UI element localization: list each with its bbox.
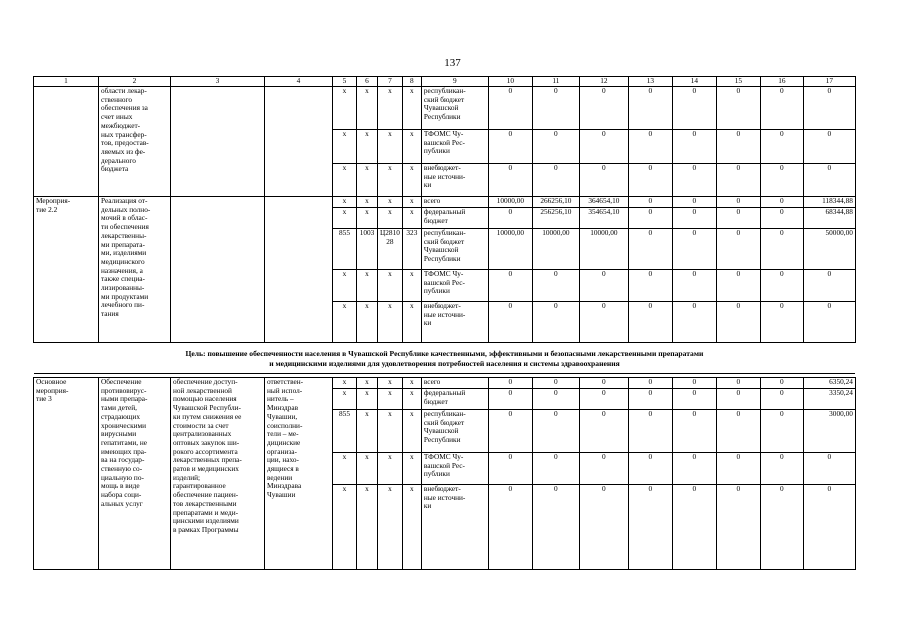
- value-cell: 0: [716, 164, 760, 197]
- header-cell: 15: [716, 77, 760, 87]
- budget-code-cell: x: [378, 389, 403, 410]
- value-cell: 3350,24: [803, 389, 855, 410]
- funding-source-cell: ТФОМС Чу- вашской Рес- публики: [421, 130, 488, 164]
- value-cell: 0: [579, 164, 628, 197]
- budget-code-cell: 1003: [357, 229, 378, 270]
- value-cell: 0: [532, 453, 579, 485]
- budget-code-cell: 855: [333, 229, 357, 270]
- value-cell: 364654,10: [579, 197, 628, 208]
- budget-code-cell: x: [333, 389, 357, 410]
- value-cell: 0: [628, 164, 672, 197]
- budget-code-cell: x: [402, 378, 421, 389]
- header-cell: 2: [99, 77, 171, 87]
- budget-code-cell: x: [333, 164, 357, 197]
- value-cell: 0: [628, 229, 672, 270]
- page-number: 137: [444, 57, 461, 69]
- value-cell: 0: [579, 130, 628, 164]
- value-cell: 0: [716, 197, 760, 208]
- value-cell: 0: [488, 270, 532, 302]
- funding-source-cell: внебюджет- ные источни- ки: [421, 302, 488, 343]
- budget-code-cell: x: [333, 208, 357, 229]
- budget-code-cell: x: [402, 389, 421, 410]
- value-cell: 0: [579, 302, 628, 343]
- budget-code-cell: x: [357, 302, 378, 343]
- value-cell: 0: [760, 270, 803, 302]
- budget-code-cell: x: [333, 270, 357, 302]
- responsible-executor-cell: [265, 197, 333, 343]
- value-cell: 0: [672, 485, 716, 570]
- value-cell: 0: [760, 453, 803, 485]
- value-cell: 0: [628, 410, 672, 453]
- header-row: [34, 77, 856, 87]
- value-cell: 0: [628, 453, 672, 485]
- value-cell: 0: [760, 389, 803, 410]
- value-cell: 0: [760, 87, 803, 130]
- value-cell: 0: [628, 485, 672, 570]
- value-cell: 0: [579, 87, 628, 130]
- value-cell: 0: [716, 229, 760, 270]
- measure-label-cell: [34, 87, 99, 197]
- value-cell: 0: [672, 164, 716, 197]
- budget-code-cell: x: [402, 164, 421, 197]
- value-cell: 0: [672, 87, 716, 130]
- value-cell: 0: [488, 164, 532, 197]
- expected-result-cell: обеспечение доступ- ной лекарственной помощью населения Чувашской Республи- ки путем снижения ее стоимости за счет централизованных оптовых закупок ши- рокого ассортимента лекарственных препа- ратов и медицинских изделий; гарантированное обеспечение пациен- тов лекарственными препаратами и меди- цинскими изделиями в рамках Программы: [171, 378, 265, 570]
- budget-code-cell: x: [333, 87, 357, 130]
- value-cell: 0: [672, 229, 716, 270]
- value-cell: 0: [579, 453, 628, 485]
- budget-code-cell: x: [357, 453, 378, 485]
- value-cell: 0: [803, 130, 855, 164]
- value-cell: 10000,00: [532, 229, 579, 270]
- value-cell: 0: [579, 270, 628, 302]
- budget-code-cell: x: [402, 130, 421, 164]
- value-cell: 0: [532, 270, 579, 302]
- value-cell: 0: [628, 378, 672, 389]
- budget-code-cell: x: [402, 208, 421, 229]
- value-cell: 0: [488, 87, 532, 130]
- value-cell: 0: [803, 87, 855, 130]
- header-cell: 13: [628, 77, 672, 87]
- value-cell: 0: [488, 389, 532, 410]
- funding-source-cell: внебюджет- ные источни- ки: [421, 164, 488, 197]
- value-cell: 0: [672, 270, 716, 302]
- budget-code-cell: x: [378, 87, 403, 130]
- value-cell: 10000,00: [579, 229, 628, 270]
- funding-source-cell: ТФОМС Чу- вашской Рес- публики: [421, 453, 488, 485]
- budget-code-cell: x: [402, 270, 421, 302]
- header-cell: 6: [357, 77, 378, 87]
- budget-code-cell: x: [378, 302, 403, 343]
- budget-code-cell: x: [402, 87, 421, 130]
- value-cell: 0: [803, 302, 855, 343]
- value-cell: 0: [628, 87, 672, 130]
- budget-code-cell: x: [357, 197, 378, 208]
- header-cell: 16: [760, 77, 803, 87]
- value-cell: 0: [760, 164, 803, 197]
- value-cell: 0: [532, 164, 579, 197]
- value-cell: 0: [579, 378, 628, 389]
- value-cell: 0: [532, 130, 579, 164]
- value-cell: 0: [628, 197, 672, 208]
- value-cell: 0: [760, 130, 803, 164]
- header-cell: 4: [265, 77, 333, 87]
- value-cell: 0: [716, 389, 760, 410]
- header-cell: 12: [579, 77, 628, 87]
- budget-code-cell: 855: [333, 410, 357, 453]
- header-cell: 10: [488, 77, 532, 87]
- funding-source-cell: республикан- ский бюджет Чувашской Республики: [421, 410, 488, 453]
- value-cell: 0: [488, 302, 532, 343]
- value-cell: 0: [488, 485, 532, 570]
- budget-code-cell: x: [333, 302, 357, 343]
- header-cell: 7: [378, 77, 403, 87]
- funding-source-cell: всего: [421, 378, 488, 389]
- header-cell: 17: [803, 77, 855, 87]
- value-cell: 0: [672, 208, 716, 229]
- budget-code-cell: x: [378, 208, 403, 229]
- budget-code-cell: x: [402, 410, 421, 453]
- funding-source-cell: всего: [421, 197, 488, 208]
- value-cell: 0: [803, 453, 855, 485]
- value-cell: 0: [716, 410, 760, 453]
- budget-code-cell: x: [378, 378, 403, 389]
- budget-code-cell: x: [378, 270, 403, 302]
- funding-source-cell: республикан- ский бюджет Чувашской Республики: [421, 87, 488, 130]
- budget-code-cell: x: [357, 410, 378, 453]
- value-cell: 0: [672, 378, 716, 389]
- budget-code-cell: x: [378, 164, 403, 197]
- value-cell: 0: [760, 229, 803, 270]
- funding-source-cell: федеральный бюджет: [421, 389, 488, 410]
- header-cell: 9: [421, 77, 488, 87]
- budget-code-cell: x: [357, 208, 378, 229]
- budget-code-cell: x: [333, 453, 357, 485]
- budget-code-cell: 323: [402, 229, 421, 270]
- header-cell: 3: [171, 77, 265, 87]
- budget-code-cell: x: [378, 453, 403, 485]
- value-cell: 0: [716, 270, 760, 302]
- budget-code-cell: x: [357, 164, 378, 197]
- value-cell: 0: [532, 485, 579, 570]
- value-cell: 0: [672, 302, 716, 343]
- table-row: [34, 378, 856, 389]
- value-cell: 0: [803, 164, 855, 197]
- table-row: [34, 87, 856, 130]
- value-cell: 0: [532, 410, 579, 453]
- value-cell: 0: [532, 389, 579, 410]
- budget-code-cell: x: [378, 197, 403, 208]
- value-cell: 3000,00: [803, 410, 855, 453]
- value-cell: 256256,10: [532, 208, 579, 229]
- value-cell: 0: [760, 410, 803, 453]
- value-cell: 266256,10: [532, 197, 579, 208]
- value-cell: 0: [760, 208, 803, 229]
- value-cell: 6350,24: [803, 378, 855, 389]
- budget-code-cell: x: [357, 270, 378, 302]
- header-cell: 14: [672, 77, 716, 87]
- value-cell: 0: [760, 378, 803, 389]
- value-cell: 0: [672, 410, 716, 453]
- expected-result-cell: [171, 87, 265, 197]
- value-cell: 0: [760, 197, 803, 208]
- budget-code-cell: x: [402, 485, 421, 570]
- value-cell: 0: [628, 130, 672, 164]
- budget-code-cell: x: [333, 130, 357, 164]
- value-cell: 0: [579, 389, 628, 410]
- budget-code-cell: x: [333, 197, 357, 208]
- value-cell: 0: [579, 410, 628, 453]
- responsible-executor-cell: [265, 87, 333, 197]
- budget-code-cell: x: [357, 87, 378, 130]
- value-cell: 0: [628, 270, 672, 302]
- value-cell: 0: [716, 302, 760, 343]
- value-cell: 0: [716, 87, 760, 130]
- value-cell: 0: [628, 208, 672, 229]
- value-cell: 0: [716, 130, 760, 164]
- budget-code-cell: x: [333, 485, 357, 570]
- value-cell: 0: [760, 302, 803, 343]
- responsible-executor-cell: ответствен- ный испол- нитель – Минздрав Чувашии, соисполни- тели – ме- дицинские организа- ции, нахо- дящиеся в ведении Минздрава Чувашии: [265, 378, 333, 570]
- funding-source-cell: республикан- ский бюджет Чувашской Республики: [421, 229, 488, 270]
- value-cell: 68344,88: [803, 208, 855, 229]
- measure-description-cell: Обеспечение противовирус- ными препара- тами детей, страдающих хроническими вирусными гепатитами, не имеющих пра- ва на государ- ственную со- циальную по- мощь в виде набора соци- альных услуг: [99, 378, 171, 570]
- header-cell: 5: [333, 77, 357, 87]
- value-cell: 0: [716, 453, 760, 485]
- goal-heading: Цель: повышение обеспеченности населения в Чувашской Республике качественными, эффективными и безопасными лекарственными препаратами и медицинскими изделиями для удовлетворения потребностей населения и системы здравоохранения: [34, 343, 856, 374]
- value-cell: 0: [716, 485, 760, 570]
- funding-source-cell: внебюджет- ные источни- ки: [421, 485, 488, 570]
- budget-table: [33, 76, 856, 570]
- value-cell: 0: [760, 485, 803, 570]
- budget-code-cell: x: [402, 197, 421, 208]
- header-cell: 11: [532, 77, 579, 87]
- measure-description-cell: Реализация от- дельных полно- мочий в облас- ти обеспечения лекарственны- ми препарата- ми, изделиями медицинского назначения, а также специа- лизированны- ми продуктами лечебного пи- тания: [99, 197, 171, 343]
- funding-source-cell: федеральный бюджет: [421, 208, 488, 229]
- value-cell: 50000,00: [803, 229, 855, 270]
- budget-code-cell: x: [402, 302, 421, 343]
- budget-code-cell: x: [333, 378, 357, 389]
- measure-label-cell: Мероприя- тие 2.2: [34, 197, 99, 343]
- value-cell: 0: [488, 208, 532, 229]
- value-cell: 0: [672, 389, 716, 410]
- value-cell: 0: [488, 410, 532, 453]
- table-row: [34, 197, 856, 208]
- budget-code-cell: x: [357, 485, 378, 570]
- budget-code-cell: Ц2810 28: [378, 229, 403, 270]
- value-cell: 0: [532, 378, 579, 389]
- value-cell: 0: [532, 302, 579, 343]
- value-cell: 0: [628, 302, 672, 343]
- value-cell: 118344,88: [803, 197, 855, 208]
- budget-code-cell: x: [378, 130, 403, 164]
- value-cell: 0: [803, 485, 855, 570]
- value-cell: 354654,10: [579, 208, 628, 229]
- expected-result-cell: [171, 197, 265, 343]
- value-cell: 0: [672, 197, 716, 208]
- value-cell: 0: [803, 270, 855, 302]
- goal-row: [34, 343, 856, 374]
- value-cell: 0: [579, 485, 628, 570]
- budget-code-cell: x: [357, 378, 378, 389]
- value-cell: 0: [532, 87, 579, 130]
- value-cell: 0: [488, 378, 532, 389]
- value-cell: 0: [488, 453, 532, 485]
- value-cell: 10000,00: [488, 229, 532, 270]
- header-cell: 8: [402, 77, 421, 87]
- value-cell: 0: [716, 378, 760, 389]
- header-cell: 1: [34, 77, 99, 87]
- value-cell: 0: [488, 130, 532, 164]
- value-cell: 0: [672, 453, 716, 485]
- value-cell: 0: [672, 130, 716, 164]
- value-cell: 0: [628, 389, 672, 410]
- measure-label-cell: Основное мероприя- тие 3: [34, 378, 99, 570]
- budget-code-cell: x: [378, 410, 403, 453]
- budget-code-cell: x: [378, 485, 403, 570]
- value-cell: 0: [716, 208, 760, 229]
- measure-description-cell: области лекар- ственного обеспечения за счет иных межбюджет- ных трансфер- тов, предостав- ляемых из фе- дерального бюджета: [99, 87, 171, 197]
- budget-code-cell: x: [402, 453, 421, 485]
- value-cell: 10000,00: [488, 197, 532, 208]
- budget-code-cell: x: [357, 130, 378, 164]
- funding-source-cell: ТФОМС Чу- вашской Рес- публики: [421, 270, 488, 302]
- budget-code-cell: x: [357, 389, 378, 410]
